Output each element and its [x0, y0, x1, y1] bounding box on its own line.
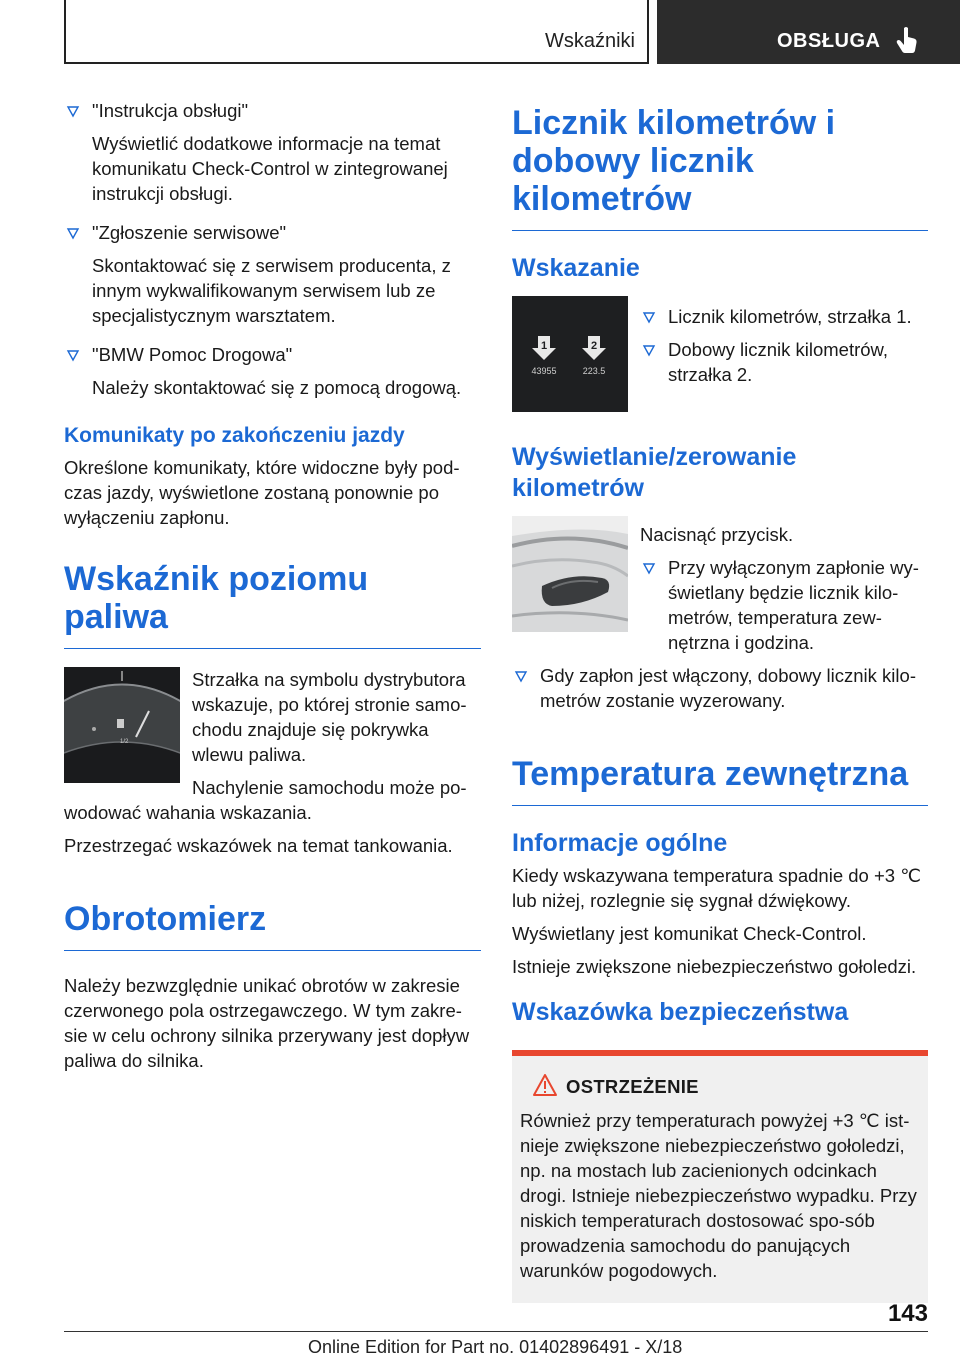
trip-value: 223.5 [582, 366, 606, 376]
list-item-text: Wyświetlić dodatkowe informacje na temat komunikatu Check-Control w zintegrowanej instrukcji obsługi. [92, 133, 448, 204]
general-text-3: Istnieje zwiększone niebezpieczeństwo gołoledzi. [512, 956, 917, 977]
header-chapter-title: OBSŁUGA [777, 30, 881, 52]
fuel-text-3: Przestrzegać wskazówek na temat tankowania. [64, 835, 453, 856]
general-info-heading: Informacje ogólne [512, 829, 728, 857]
left-column [64, 98, 481, 1081]
list-item-title: "BMW Pomoc Drogowa" [92, 344, 293, 365]
page-number: 143 [887, 1300, 928, 1327]
outside-temperature-heading: Temperatura zewnętrzna [512, 755, 928, 806]
edition-text: Online Edition for Part no. 01402896491 - X/18 [308, 1337, 683, 1357]
list-item [640, 337, 928, 387]
pointing-hand-icon [895, 26, 919, 54]
odometer-image [512, 296, 628, 412]
odometer-heading: Licznik kilometrów i dobowy licznik kilometrów [512, 104, 928, 231]
end-messages-text: Określone komunikaty, które widoczne były pod-czas jazdy, wyświetlone zostaną ponownie po wyłączeniu zapłonu. [64, 457, 460, 528]
tachometer-text: Należy bezwzględnie unikać obrotów w zakresie czerwonego pola ostrzegawczego. W tym zakre-sie w celu ochrony silnika przerywany jest dopływ paliwa do silnika. [64, 975, 470, 1071]
fuel-gauge-heading: Wskaźnik poziomu paliwa [64, 560, 481, 649]
general-text-1: Kiedy wskazywana temperatura spadnie do +3 ℃ lub niżej, rozlegnie się sygnał dźwiękowy. [512, 865, 921, 911]
triangle-bullet-icon [514, 669, 528, 683]
arrow-2-label: 2 [590, 340, 598, 352]
warning-triangle-icon [532, 1073, 558, 1097]
list-item-text: Dobowy licznik kilometrów, strzałka 2. [668, 339, 889, 385]
fuel-gauge-image [64, 667, 180, 783]
list-item [640, 555, 928, 655]
triangle-bullet-icon [642, 561, 656, 575]
list-item [64, 342, 481, 400]
reset-button-image [512, 516, 628, 632]
list-item [640, 304, 928, 329]
list-item-text: Licznik kilometrów, strzałka 1. [668, 306, 912, 327]
header-section-box [64, 0, 649, 64]
list-item-text: Skontaktować się z serwisem producenta, z innym wykwalifikowanym serwisem lub ze specjalistycznym warsztatem. [92, 255, 451, 326]
list-item [64, 98, 481, 206]
list-item-title: "Zgłoszenie serwisowe" [92, 222, 287, 243]
reset-text: Nacisnąć przycisk. [640, 524, 794, 545]
arrow-1-label: 1 [540, 340, 548, 352]
svg-text:1/2: 1/2 [120, 739, 129, 745]
odometer-value: 43955 [531, 366, 557, 376]
list-item-text: Przy wyłączonym zapłonie wy-świetlany będzie licznik kilo-metrów, temperatura zew-nętrzna i godzina. [668, 557, 919, 653]
footer-divider [64, 1331, 928, 1332]
fuel-text-2: Nachylenie samochodu może po-wodować wahania wskazania. [64, 777, 467, 823]
triangle-bullet-icon [642, 343, 656, 357]
warning-title: OSTRZEŻENIE [566, 1076, 699, 1097]
list-item-text: Gdy zapłon jest włączony, dobowy licznik kilo-metrów zostanie wyzerowany. [540, 665, 916, 711]
list-item-text: Należy skontaktować się z pomocą drogową. [92, 377, 462, 398]
warning-text: Również przy temperaturach powyżej +3 ℃ ist-nieje zwiększone niebezpieczeństwo gołoledzi, np. na mostach lub zacienionych odcinkach drogi. Istnieje niebezpieczeństwo wypadku. Przy niskich temperaturach dostosować spo-sób prowadzenia samochodu do panujących warunków pogodowych. [520, 1110, 917, 1281]
general-text-2: Wyświetlany jest komunikat Check-Control. [512, 923, 867, 944]
warning-box [512, 1050, 928, 1303]
tachometer-heading: Obrotomierz [64, 900, 481, 951]
triangle-bullet-icon [66, 348, 80, 362]
list-item [64, 220, 481, 328]
display-heading: Wskazanie [512, 254, 640, 282]
triangle-bullet-icon [642, 310, 656, 324]
header-chapter-box [657, 0, 960, 64]
list-item [512, 663, 928, 713]
end-messages-heading: Komunikaty po zakończeniu jazdy [64, 424, 405, 447]
reset-heading: Wyświetlanie/zerowanie kilometrów [512, 443, 797, 502]
triangle-bullet-icon [66, 226, 80, 240]
fuel-text-1: Strzałka na symbolu dystrybutora wskazuje, po której stronie samo-chodu znajduje się pokrywka wlewu paliwa. [192, 669, 467, 765]
safety-heading: Wskazówka bezpieczeństwa [512, 998, 849, 1026]
triangle-bullet-icon [66, 104, 80, 118]
right-column [512, 104, 928, 1303]
header-section-title: Wskaźniki [544, 30, 635, 52]
list-item-title: "Instrukcja obsługi" [92, 100, 249, 121]
